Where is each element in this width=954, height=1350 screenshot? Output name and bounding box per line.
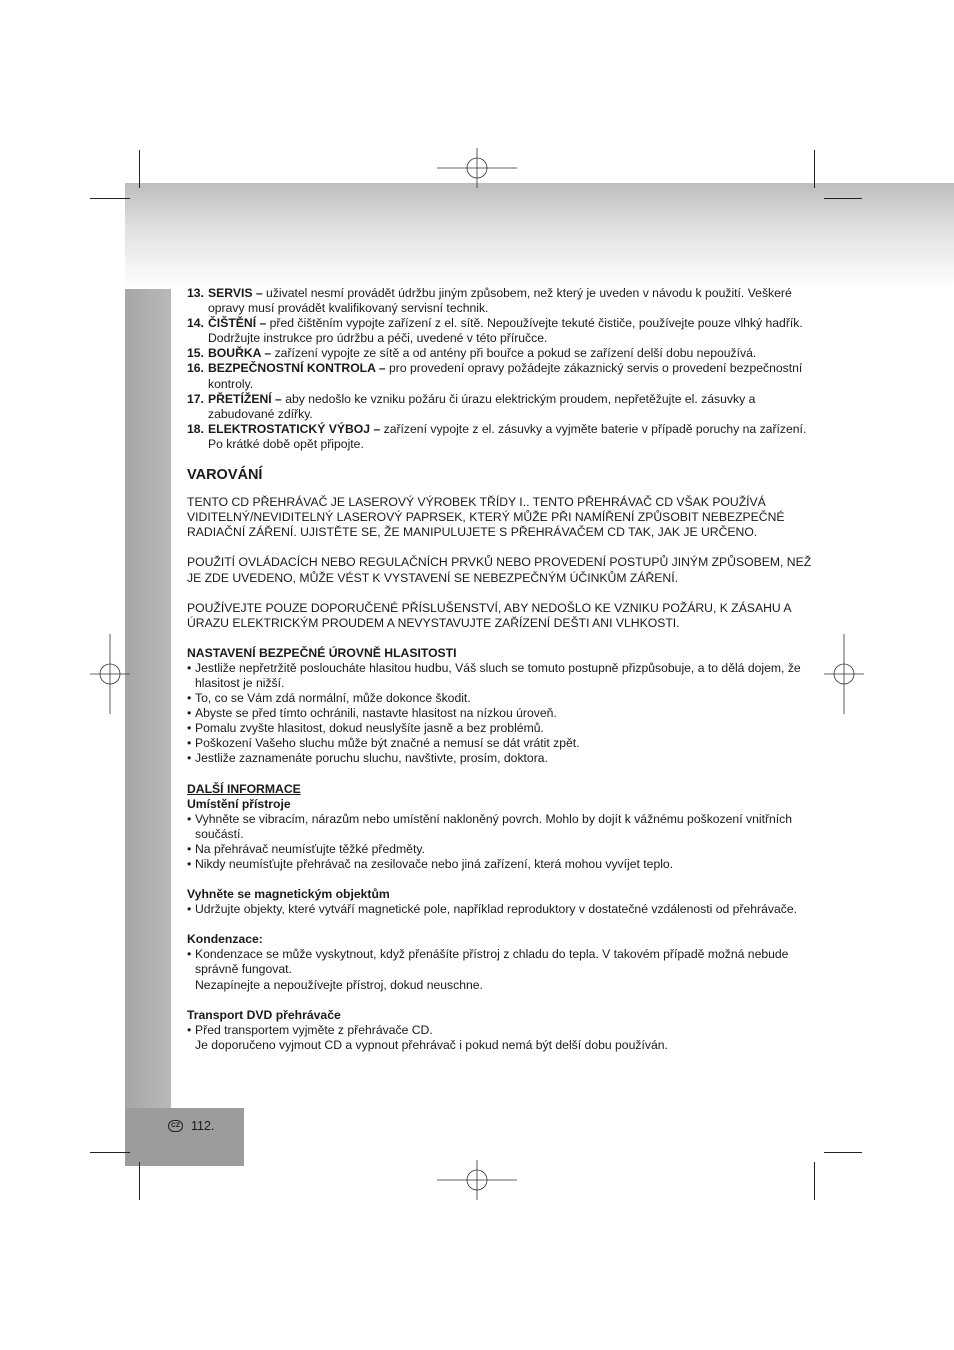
- page-content: [187, 286, 812, 1053]
- warning-paragraph: POUŽITÍ OVLÁDACÍCH NEBO REGULAČNÍCH PRVKŮ NEBO PROVEDENÍ POSTUPŮ JINÝM ZPŮSOBEM, NEŽ JE ZDE UVEDENO, MŮŽE VÉST K VYSTAVENÍ SE NEBEZPEČNÝM ÚČINKŮM ZÁŘENÍ.: [187, 555, 812, 585]
- item-text: zařízení vypojte ze sítě a od antény při bouřce a pokud se zařízení delší dobu nepoužívá.: [271, 346, 757, 361]
- list-item: • Jestliže nepřetržitě posloucháte hlasitou hudbu, Váš sluch se tomuto postupně přizpůsobuje, a to dělá dojem, že hlasitost je nižší.: [187, 660, 801, 690]
- list-item: • Vyhněte se vibracím, nárazům nebo umístění nakloněný povrch. Mohlo by dojít k vážnému poškození vnitřních součástí.: [187, 811, 793, 841]
- list-item: • Jestliže zaznamenáte poruchu sluchu, navštivte, prosím, doktora.: [187, 751, 548, 766]
- registration-mark-right: [824, 634, 864, 714]
- list-item: • Nikdy neumísťujte přehrávač na zesilovače nebo jiná zařízení, která mohou vyvíjet teplo.: [187, 857, 674, 871]
- warning-paragraph: TENTO CD PŘEHRÁVAČ JE LASEROVÝ VÝROBEK TŘÍDY I.. TENTO PŘEHRÁVAČ CD VŠAK POUŽÍVÁ VIDITELNÝ/NEVIDITELNÝ LASEROVÝ PAPRSEK, KTERÝ MŮŽE PŘI NAMÍŘENÍ ZPŮSOBIT NEBEZPEČNÉ RADIAČNÍ ZÁŘENÍ. UJISTĚTE SE, ŽE MANIPULUJETE S PŘEHRÁVAČEM CD TAK, JAK JE URČENO.: [187, 495, 785, 540]
- crop-mark: [814, 150, 815, 188]
- page-footer: [168, 1119, 214, 1133]
- list-item: • To, co se Vám zdá normální, může dokonce škodit.: [187, 691, 471, 706]
- safety-item: 17. PŘETÍŽENÍ – aby nedošlo ke vzniku požáru či úrazu elektrickým proudem, nepřetěžujte el. zásuvky a zabudované zdířky.: [187, 391, 756, 421]
- list-item: • Před transportem vyjměte z přehrávače CD.: [187, 1022, 433, 1037]
- item-heading: ELEKTROSTATICKÝ VÝBOJ –: [208, 421, 381, 436]
- item-heading: ČIŠTĚNÍ –: [208, 316, 267, 331]
- safety-list: [187, 286, 812, 452]
- list-item: • Na přehrávač neumísťujte těžké předměty.: [187, 841, 425, 856]
- condensation-extra: Nezapínejte a nepoužívejte přístroj, dokud neuschne.: [195, 977, 483, 992]
- condensation-title: Kondenzace:: [187, 932, 263, 947]
- safety-item: 13. SERVIS – uživatel nesmí provádět údržbu jiným způsobem, než který je uveden v návodu k použití. Veškeré opravy musí provádět kvalifikovaný servisní technik.: [187, 286, 792, 316]
- list-item: • Abyste se před tímto ochránili, nastavte hlasitost na nízkou úroveň.: [187, 706, 557, 721]
- crop-mark: [139, 1162, 140, 1200]
- transport-title: Transport DVD přehrávače: [187, 1007, 341, 1022]
- item-text: uživatel nesmí provádět údržbu jiným způsobem, než který je uveden v návodu k použití. Veškeré opravy musí provádět kvalifikovaný servisní technik.: [208, 286, 792, 316]
- safety-item: 16. BEZPEČNOSTNÍ KONTROLA – pro provedení opravy požádejte zákaznický servis o provedení bezpečnostní kontroly.: [187, 361, 803, 391]
- item-text: zařízení vypojte z el. zásuvky a vyjměte baterie v případě poruchy na zařízení. Po krátké době opět připojte.: [208, 421, 807, 451]
- registration-mark-left: [90, 634, 130, 714]
- warning-title: VAROVÁNÍ: [187, 467, 263, 484]
- warning-paragraph: POUŽÍVEJTE POUZE DOPORUČENÉ PŘÍSLUŠENSTVÍ, ABY NEDOŠLO KE VZNIKU POŽÁRU, K ZÁSAHU A ÚRAZU ELEKTRICKÝM PROUDEM A NEVYSTAVUJTE ZAŘÍZENÍ DEŠTI ANI VLHKOSTI.: [187, 600, 791, 630]
- item-text: před čištěním vypojte zařízení z el. sítě. Nepoužívejte tekuté čističe, používejte pouze vlhký hadřík. Dodržujte instrukce pro údržbu a péči, uvedené v této příručce.: [208, 316, 803, 346]
- list-item: • Udržujte objekty, které vytváří magnetické pole, například reproduktory v dostatečné vzdálenosti od přehrávače.: [187, 902, 798, 917]
- safety-item: 14. ČIŠTĚNÍ – před čištěním vypojte zařízení z el. sítě. Nepoužívejte tekuté čističe, používejte pouze vlhký hadřík. Dodržujte instrukce pro údržbu a péči, uvedené v této příručce.: [187, 316, 803, 346]
- transport-extra: Je doporučeno vyjmout CD a vypnout přehrávač i pokud nemá být delší dobu používán.: [195, 1037, 668, 1052]
- item-heading: BEZPEČNOSTNÍ KONTROLA –: [208, 361, 386, 376]
- language-badge: CZ: [168, 1120, 183, 1132]
- crop-mark: [90, 198, 130, 199]
- item-heading: BOUŘKA –: [208, 346, 272, 361]
- placement-title: Umístění přístroje: [187, 796, 291, 811]
- footer-block: [125, 1108, 244, 1166]
- registration-mark-bottom: [437, 1160, 517, 1200]
- item-heading: SERVIS –: [208, 286, 263, 300]
- crop-mark: [824, 198, 862, 199]
- item-text: pro provedení opravy požádejte zákaznický servis o provedení bezpečnostní kontroly.: [208, 361, 803, 391]
- list-item: • Pomalu zvyšte hlasitost, dokud neuslyšíte jasně a bez problémů.: [187, 721, 544, 736]
- crop-mark: [814, 1162, 815, 1200]
- list-item: • Poškození Vašeho sluchu může být značné a nemusí se dát vrátit zpět.: [187, 736, 580, 751]
- item-text: aby nedošlo ke vzniku požáru či úrazu elektrickým proudem, nepřetěžujte el. zásuvky a zabudované zdířky.: [208, 391, 756, 421]
- item-heading: PŘETÍŽENÍ –: [208, 391, 282, 406]
- crop-mark: [824, 1152, 862, 1153]
- crop-mark: [90, 1152, 130, 1153]
- volume-section-title: NASTAVENÍ BEZPEČNÉ ÚROVNĚ HLASITOSTI: [187, 645, 457, 660]
- more-info-title: DALŠÍ INFORMACE: [187, 781, 301, 796]
- side-bar: [125, 289, 171, 1166]
- registration-mark-top: [437, 148, 517, 188]
- magnetic-title: Vyhněte se magnetickým objektům: [187, 887, 390, 902]
- page-number: 112.: [191, 1119, 215, 1133]
- crop-mark: [139, 150, 140, 188]
- safety-item: 15. BOUŘKA – zařízení vypojte ze sítě a od antény při bouřce a pokud se zařízení delší dobu nepoužívá.: [187, 346, 757, 361]
- list-item: • Kondenzace se může vyskytnout, když přenášíte přístroj z chladu do tepla. V takovém případě možná nebude správně fungovat.: [187, 947, 789, 977]
- safety-item: 18. ELEKTROSTATICKÝ VÝBOJ – zařízení vypojte z el. zásuvky a vyjměte baterie v případě poruchy na zařízení. Po krátké době opět připojte.: [187, 421, 807, 451]
